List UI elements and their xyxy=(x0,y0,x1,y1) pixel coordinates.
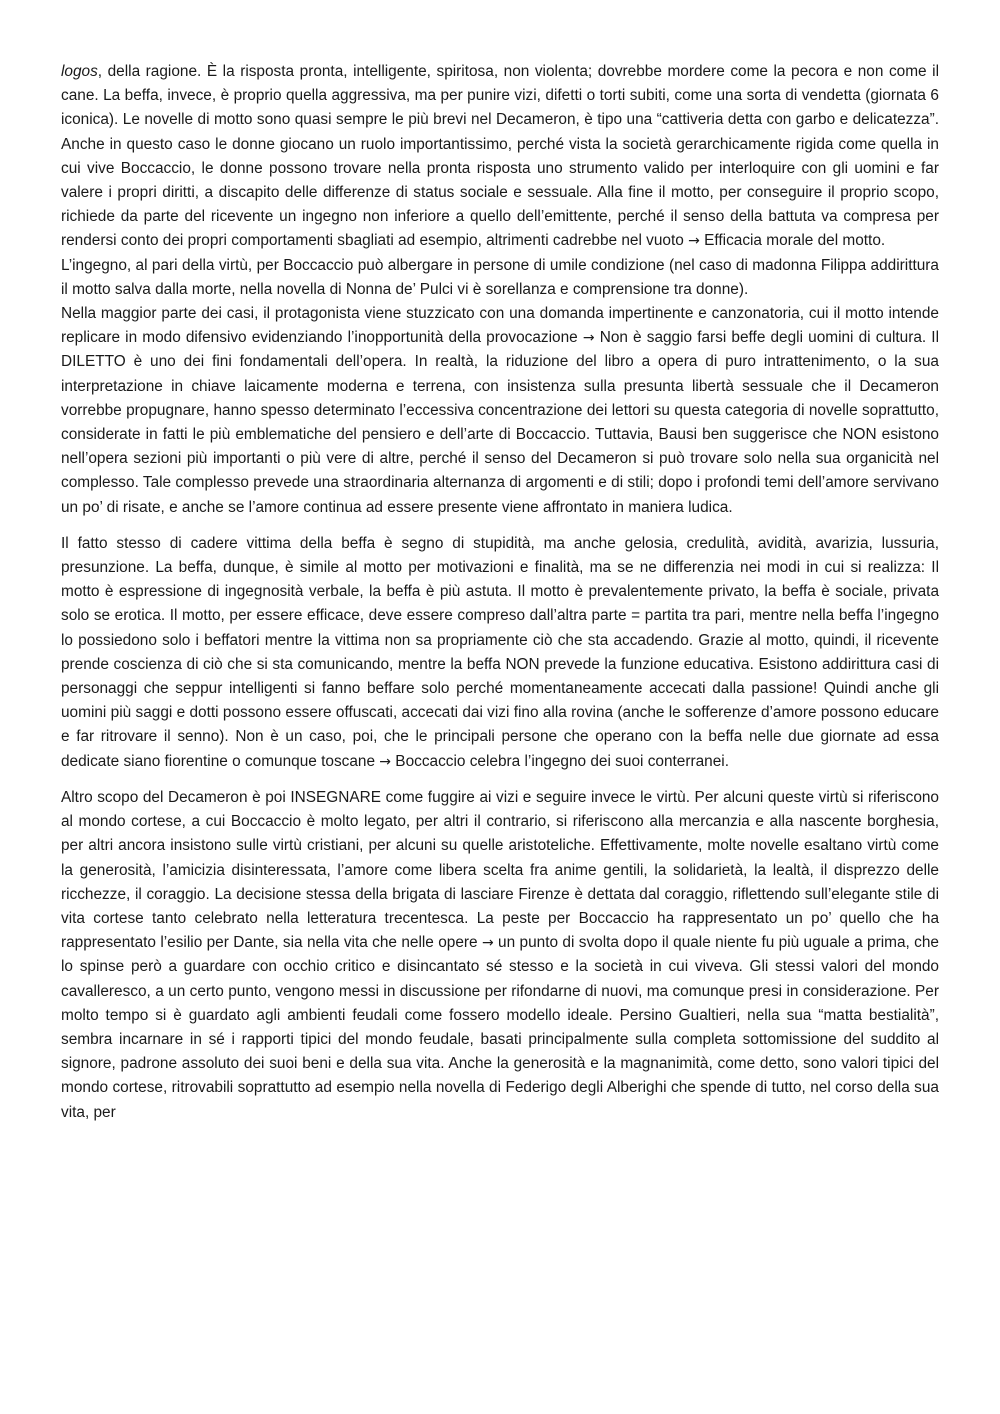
text-segment: Efficacia morale del motto. xyxy=(699,232,886,250)
right-arrow-icon: → xyxy=(379,753,392,770)
text-segment: Altro scopo del Decameron è poi INSEGNARE come fuggire ai vizi e seguire invece le virtù. Per alcuni queste virtù si riferiscono al mondo cortese, a cui Boccaccio è molto legato, per altri il contrario, si riferiscono alla mercanzia e alla nascente borghesia, per altri ancora insistono sulle virtù cristiani, per alcuni su quelle aristoteliche. Effettivamente, molte novelle esaltano virtù come la generosità, l’amicizia disinteressata, l’amore come libera scelta fra anime gentili, la solidarietà, la lealtà, il disprezzo delle ricchezze, il coraggio. La decisione stessa della brigata di lasciare Firenze è dettata dal coraggio, riflettendo sull’elegante stile di vita cortese tanto celebrato nella letteratura trecentesca. La peste per Boccaccio ha rappresentato un po’ quello che ha rappresentato l’esilio per Dante, sia nella vita che nelle opere xyxy=(61,788,939,952)
right-arrow-icon: → xyxy=(481,935,494,952)
text-segment: Il fatto stesso di cadere vittima della beffa è segno di stupidità, ma anche gelosia, credulità, avidità, avarizia, lussuria, presunzione. La beffa, dunque, è simile al motto per motivazioni e finalità, ma se ne differenzia nei modi in cui si realizza: Il motto è espressione di ingegnosità verbale, la beffa è più astuta. Il motto è prevalentemente privato, la beffa è sociale, privata solo se erotica. Il motto, per essere efficace, deve essere compreso dall’altra parte = partita tra pari, mentre nella beffa l’ingegno lo possiedono solo i beffatori mentre la vittima non sa propriamente ciò che sta accadendo. Grazie al motto, quindi, il ricevente prende coscienza di ciò che si sta comunicando, mentre la beffa NON prevede la funzione educativa. Esistono addirittura casi di personaggi che seppur intelligenti si fanno beffare solo perché momentaneamente accecati dalla passione! Quindi anche gli uomini più saggi e dotti possono essere offuscati, accecati dai vizi fino alla rovina (anche le sofferenze d’amore possono educare e far ritrovare il senno). Non è un caso, poi, che le principali persone che operano con la beffa nelle due giornate ad essa dedicate siano fiorentine o comunque toscane xyxy=(61,534,939,770)
text-segment: Non è saggio farsi beffe degli uomini di cultura. Il DILETTO è uno dei fini fondamentali dell’opera. In realtà, la riduzione del libro a opera di puro intrattenimento, o la sua interpretazione in chiave laicamente moderna e terrena, con insistenza sulla presunta libertà sessuale che il Decameron vorrebbe propugnare, hanno spesso determinato l’eccessiva concentrazione dei lettori su questa categoria di novelle soprattutto, considerate in fatti le più emblematiche del pensiero e dell’arte di Boccaccio. Tuttavia, Bausi ben suggerisce che NON esistono nell’opera sezioni più importanti o più vere di altre, perché il senso del Decameron si può trovare solo nella sua organicità nel complesso. Tale complesso prevede una straordinaria alternanza di argomenti e di stili; dopo i profondi temi dell’amore servivano un po’ di risate, e anche se l’amore continua ad essere presente viene affrontato in maniera ludica. xyxy=(61,329,939,516)
paragraph-beffa xyxy=(61,532,939,774)
paragraph-diletto xyxy=(61,302,939,520)
text-segment: un punto di svolta dopo il quale niente fu più uguale a prima, che lo spinse però a guardare con occhio critico e disincantato sé stesso e la società in cui viveva. Gli stessi valori del mondo cavalleresco, a un certo punto, vengono messi in discussione per rifondarne di nuovi, ma comunque presi in considerazione. Per molto tempo si è guardato agli ambienti feudali come fossero modello ideale. Persino Gualtieri, nella sua “matta bestialità”, sembra incarnare in sé i rapporti tipici del mondo feudale, basati principalmente sulla completa sottomissione del suddito al signore, padrone assoluto dei suoi beni e della sua vita. Anche la generosità e la magnanimità, come detto, sono valori tipici del mondo cortese, ritrovabili soprattutto ad esempio nella novella di Federigo degli Alberighi che spende di tutto, nel corso della sua vita, per xyxy=(61,934,939,1121)
text-segment: L’ingegno, al pari della virtù, per Boccaccio può albergare in persone di umile condizione (nel caso di madonna Filippa addirittura il motto salva dalla morte, nella novella di Nonna de’ Pulci vi è sorellanza e comprensione tra donne). xyxy=(61,256,939,298)
document-page xyxy=(61,60,939,1125)
paragraph-motto xyxy=(61,60,939,254)
text-segment: Boccaccio celebra l’ingegno dei suoi conterranei. xyxy=(391,752,729,770)
italic-term-logos: logos xyxy=(61,63,98,80)
paragraph-ingegno xyxy=(61,254,939,302)
text-segment: , della ragione. È la risposta pronta, intelligente, spiritosa, non violenta; dovrebbe mordere come la pecora e non come il cane. La beffa, invece, è proprio quella aggressiva, ma per punire vizi, difetti o torti subiti, come una sorta di vendetta (giornata 6 iconica). Le novelle di motto sono quasi sempre le più brevi nel Decameron, è tipo una “cattiveria detta con garbo e delicatezza”. Anche in questo caso le donne giocano un ruolo importantissimo, perché vista la società gerarchicamente rigida come quella in cui vive Boccaccio, le donne possono trovare nella pronta risposta uno strumento valido per interloquire con gli uomini e far valere i propri diritti, a discapito delle differenze di status sociale e sessuale. Alla fine il motto, per conseguire il proprio scopo, richiede da parte del ricevente un ingegno non inferiore a quello dell’emittente, perché il senso della battuta va compresa per rendersi conto dei propri comportamenti sbagliati ad esempio, altrimenti cadrebbe nel vuoto xyxy=(61,63,939,250)
right-arrow-icon: → xyxy=(582,330,595,347)
right-arrow-icon: → xyxy=(688,233,700,250)
text-segment: Nella maggior parte dei casi, il protagonista viene stuzzicato con una domanda impertinente e canzonatoria, cui il motto intende replicare in modo difensivo evidenziando l’inopportunità della provocazione xyxy=(61,305,939,347)
paragraph-insegnare xyxy=(61,786,939,1125)
